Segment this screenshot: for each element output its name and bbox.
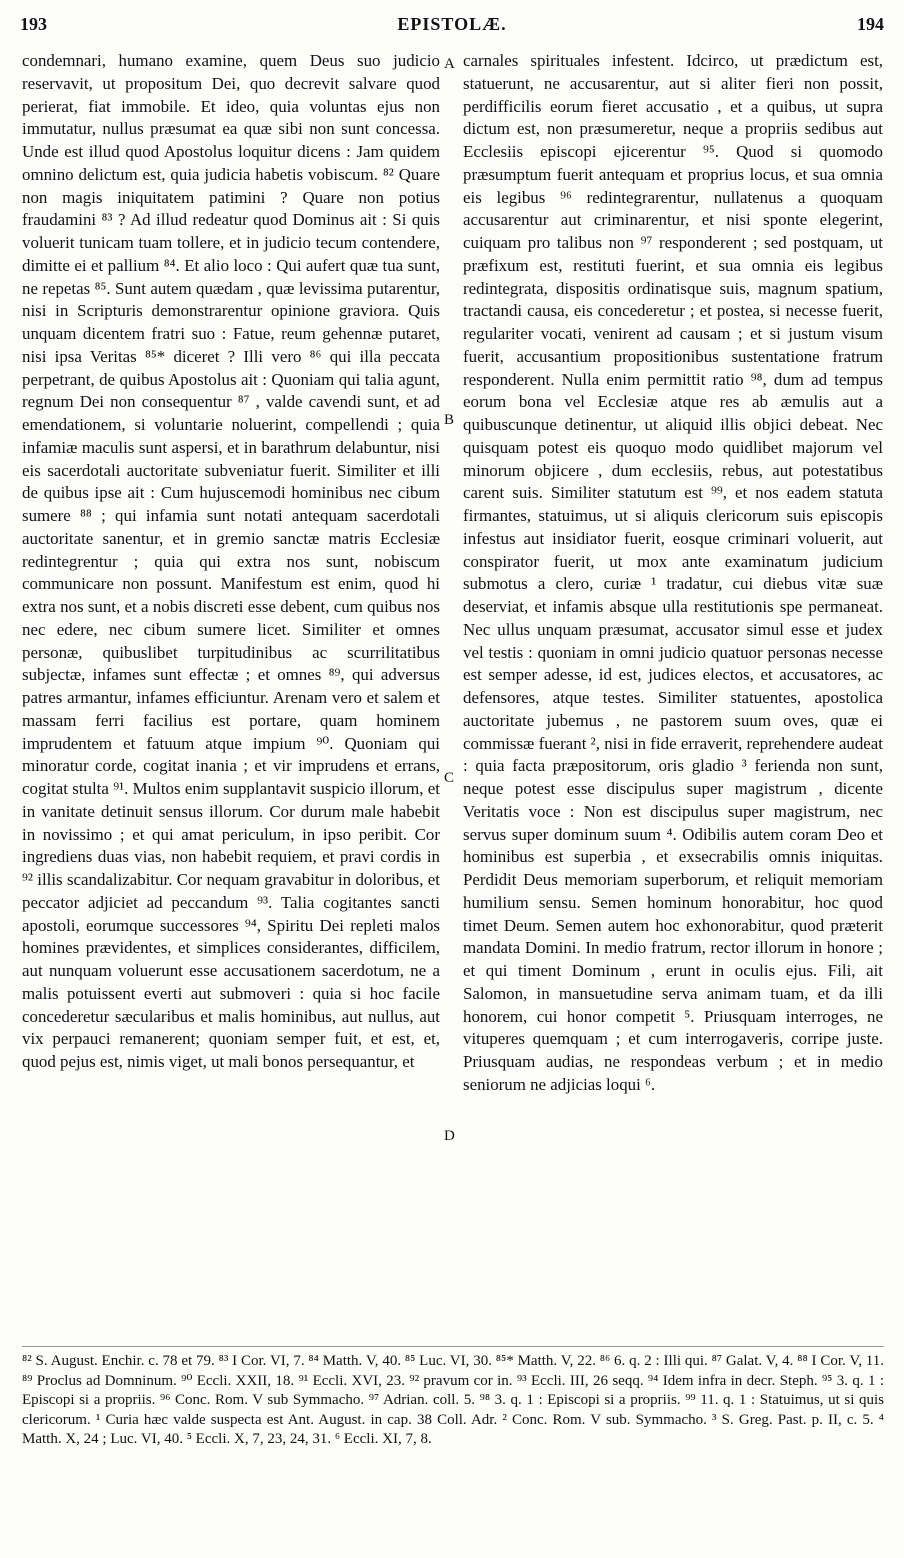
left-column-text: condemnari, humano examine, quem Deus suo judicio reservavit, ut propositum Dei, quo decrevit salvare quod perierat, fiat immobile. Et ideo, quia voluntas ejus non immutatur, nullus præsumat ea quæ sibi non sunt concessa. Unde est illud quod Apostolus loquitur dicens : Jam quidem omnino delictum est, quia judicia habetis vobiscum. ⁸² Quare non magis iniquitatem patimini ? Quare non potius fraudamini ⁸³ ? Ad illud redeatur quod Dominus ait : Si quis voluerit tunicam tuam tollere, et in judicio tecum contendere, dimitte ei et pallium ⁸⁴. Et alio loco : Qui aufert quæ tua sunt, ne repetas ⁸⁵. Sunt autem quædam , quæ levissima putarentur, nisi in Scripturis demonstrarentur opinione graviora. Quis unquam dicentem fratri suo : Fatue, reum gehennæ putaret, nisi ipsa Veritas ⁸⁵* diceret ? Illi vero ⁸⁶ qui illa peccata perpetrant, de quibus Apostolus ait : Quoniam qui talia agunt, regnum Dei non consequentur ⁸⁷ , valde cavendi sunt, et ad emendationem, si voluntarie noluerint, compellendi ; quia infamiæ maculis sunt aspersi, et in barathrum delabuntur, nisi eis sacerdotali auctoritate subveniatur fuerit. Similiter et illi de quibus ipse ait : Cum hujuscemodi hominibus nec cibum sumere ⁸⁸ ; qui infamia sunt notati antequam sacerdotali auctoritate sanentur, et in gremio sanctæ matris Ecclesiæ redintegrentur ; quia qui extra nos sunt, nobiscum communicare non possunt. Manifestum est enim, quod hi extra nos sunt, et a nobis discreti esse debent, cum quibus nos nec edere, nec cibum sumere licet. Similiter et omnes personæ, quibuslibet turpitudinibus ac scurrilitatibus subjectæ, infames sunt effectæ ; et omnes ⁸⁹, qui adversus patres armantur, infames efficiuntur. Arenam vero et salem et massam ferri facilius est portare, quam hominem imprudentem et fatuum atque impium ⁹⁰. Quoniam qui minoratur corde, cogitat inania ; et vir imprudens et errans, cogitat stulta ⁹¹. Multos enim supplantavit suspicio illorum, et in vanitate detinuit sensus illorum. Cor durum male habebit in novissimo ; et qui amat periculum, in ipso peribit. Cor ingrediens duas vias, non habebit requiem, et pravi cordis in ⁹² illis scandalizabitur. Cor nequam gravabitur in doloribus, et peccator adjiciet ad peccandum ⁹³. Talia cogitantes sancti apostoli, eorumque successores ⁹⁴, Spiritu Dei repleti malos homines prævidentes, et simplices considerantes, difficilem, aut nunquam voluerunt esse accusationem sacerdotum, ne a malis potuissent everti aut submoveri : quia si hoc facile concederetur sæcularibus et malis hominibus, aut nullus, aut vix perpauci remanerent; quoniam semper fuit, et est, et, quod pejus est, nimis viget, ut mali bonos persequantur, et xyxy=(22,51,440,1071)
margin-marker-a: A xyxy=(444,56,455,72)
right-column xyxy=(463,50,883,1097)
right-column-text: carnales spirituales infestent. Idcirco, ut prædictum est, statuerunt, ne accusarentur, aut si aliter fieri non possit, perdifficilis eorum fieret accusatio , et a quibus, ut supra dictum est, non præsumeretur, neque a propriis sedibus aut Ecclesiis episcopi ejicerentur ⁹⁵. Quod si quomodo præsumptum fuerit antequam et proprius locus, et sua omnia eis legibus ⁹⁶ redintegrarentur, nullatenus a quoquam accusarentur aut criminarentur, et nisi sponte elegerint, cuiquam pro talibus non ⁹⁷ responderent ; sed postquam, ut præfixum est, restituti fuerint, et sua omnia eis legibus redintegrata, dispositis ordinatisque suis, magnum spatium, tractandi causa, eis concederetur ; et postea, si necesse fuerit, regulariter vocati, venirent ad causam ; et si justum visum fuerit, accusantium propositionibus sustentatione fratrum responderent. Nulla enim permittit ratio ⁹⁸, dum ad tempus eorum bona vel Ecclesiæ atque res ab æmulis aut a quibuscunque detinentur, ut aliquid illis objici debeat. Nec quisquam potest eis quoquo modo quidlibet majorum vel minorum objicere , dum ecclesiis, rebus, aut potestatibus carent suis. Similiter statutum est ⁹⁹, et nos eadem statuta firmantes, statuimus, ut si aliquis clericorum suis episcopis infestus aut insidiator fuerit, eosque criminari voluerit, aut conspirator fuerit, ut mox ante examinatum judicium submotus a clero, curiæ ¹ tradatur, cui diebus vitæ suæ deserviat, et infamis absque ulla restitutionis spe permaneat. Nec ullus unquam præsumat, accusator simul esse et judex vel testis : quoniam in omni judicio quatuor personas necesse est semper adesse, id est, judices electos, et accusatores, ac defensores, atque testes. Similiter statuentes, apostolica auctoritate jubemus , ne pastorem suum oves, quæ ei commissæ fuerant ², nisi in fide erraverit, reprehendere audeat : quia facta præpositorum, oris gladio ³ ferienda non sunt, neque potest esse discipulus super magistrum , dicente Veritatis voce : Non est discipulus super magistrum, nec servus super dominum suum ⁴. Odibilis autem coram Deo et hominibus est superbia , et exsecrabilis omnis iniquitas. Perdidit Deus memoriam superborum, et reliquit memoriam humilium sensu. Semen hominum honorabitur, hoc quod timet Deum. Semen autem hoc exhonorabitur, quod præterit mandata Domini. In medio fratrum, rector illorum in honore ; et qui timent Dominum , erunt in oculis ejus. Fili, ait Salomon, in mansuetudine serva animam tuam, et da illi honorem, cui honor competit ⁵. Priusquam interroges, ne vituperes quemquam ; et cum interrogaveris, corripe juste. Priusquam audias, ne respondeas verbum ; et in medio seniorum ne adjicias loqui ⁶. xyxy=(463,51,883,1094)
margin-marker-b: B xyxy=(444,412,455,428)
page-number-right: 194 xyxy=(857,14,884,34)
footnote-divider xyxy=(22,1346,884,1347)
margin-marker-d: D xyxy=(444,1128,455,1144)
running-title: EPISTOLÆ. xyxy=(397,14,507,34)
footnotes xyxy=(22,1352,884,1450)
footnote-text: ⁸² S. August. Enchir. c. 78 et 79. ⁸³ I Cor. VI, 7. ⁸⁴ Matth. V, 40. ⁸⁵ Luc. VI, 30. ⁸⁵* Matth. V, 22. ⁸⁶ 6. q. 2 : Illi qui. ⁸⁷ Galat. V, 4. ⁸⁸ I Cor. V, 11. ⁸⁹ Proclus ad Domninum. ⁹⁰ Eccli. XXII, 18. ⁹¹ Eccli. XVI, 23. ⁹² pravum cor in. ⁹³ Eccli. III, 26 seqq. ⁹⁴ Idem infra in decr. Steph. ⁹⁵ 3. q. 1 : Episcopi si a propriis. ⁹⁶ Conc. Rom. V sub Symmacho. ⁹⁷ Adrian. coll. 5. ⁹⁸ 3. q. 1 : Episcopi si a propriis. ⁹⁹ 11. q. 1 : Statuimus, ut si quis clericorum. ¹ Curia hæc valde suspecta est Ant. August. in cap. 38 Coll. Adr. ² Conc. Rom. V sub. Symmacho. ³ S. Greg. Past. p. II, c. 5. ⁴ Matth. X, 24 ; Luc. VI, 40. ⁵ Eccli. X, 7, 23, 24, 31. ⁶ Eccli. XI, 7, 8. xyxy=(22,1353,884,1447)
running-header xyxy=(20,14,884,36)
margin-marker-c: C xyxy=(444,770,455,786)
page-number-left: 193 xyxy=(20,14,47,34)
left-column xyxy=(22,50,440,1074)
